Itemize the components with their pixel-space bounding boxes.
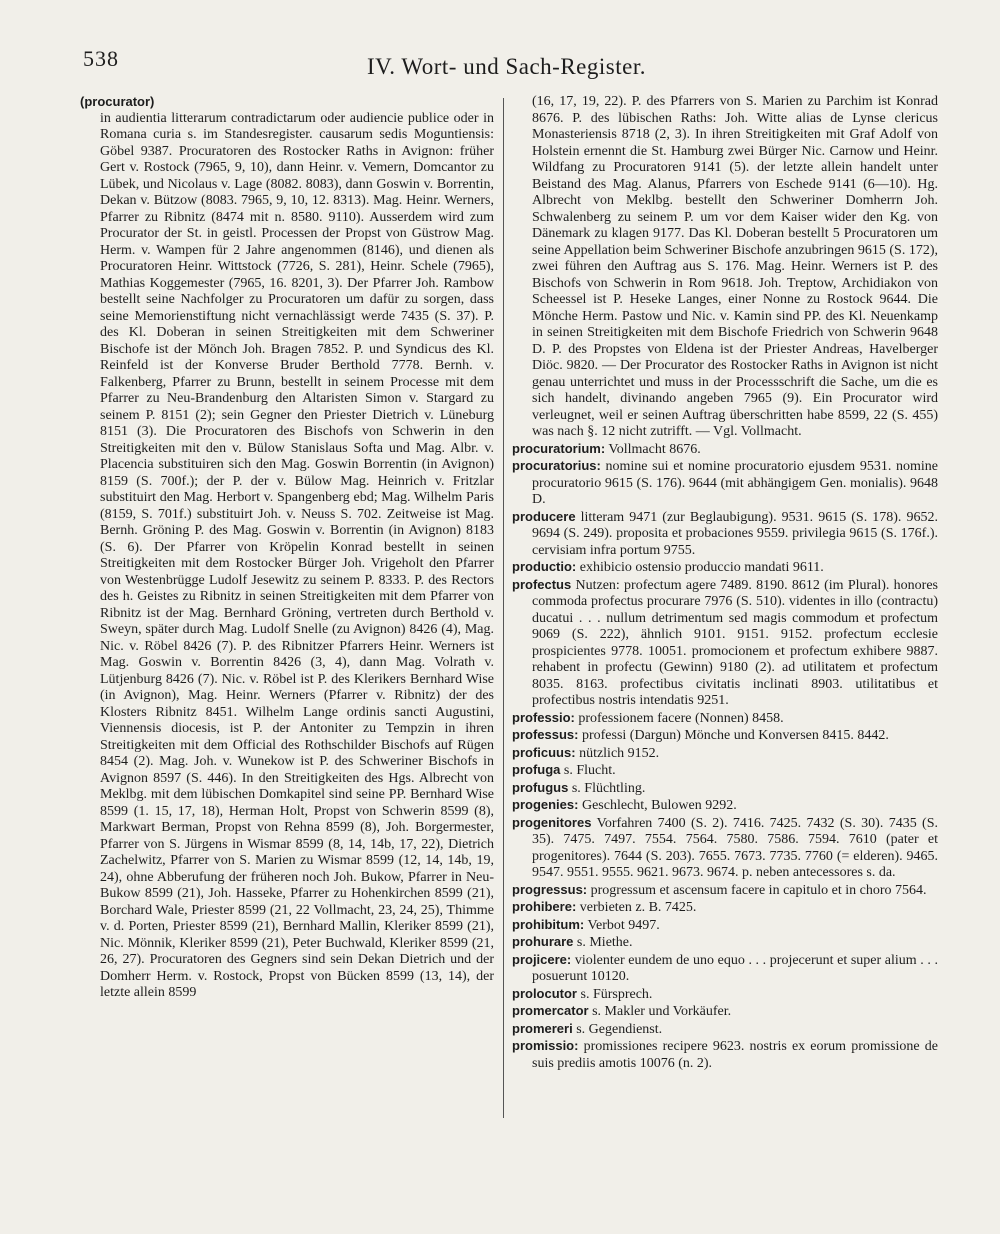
entry-text: s. Fürsprech. (580, 986, 653, 1002)
entry-text: progressum et ascensum facere in capitulo et in choro 7564. (590, 882, 927, 898)
register-entry (512, 917, 938, 935)
entry-headword: prohurare (512, 934, 574, 949)
entry-headword: progressus: (512, 881, 588, 897)
entry-headword: progenitores (512, 814, 592, 830)
entry-headword: projicere: (512, 951, 572, 967)
register-entry (512, 1003, 938, 1021)
continuation-text: (16, 17, 19, 22). P. des Pfarrers von S. Marien zu Parchim ist Konrad 8676. P. des lübischen Raths: Joh. Witte alias de Lynse clericus Monasteriensis 8718 (2, 3). In ihren Streitigkeiten mit Graf Adolf von Holstein ernennt die St. Hamburg zwei Bürger Nic. Carnow und Heinr. Wildfang zu Procuratoren 9141 (5). der letzte allein handelt unter Beistand des Mag. Alanus, Pfarrers von Eschede 9141 (6—10). Hg. Albrecht von Meklbg. bestellt den Schweriner Domherrn Joh. Schwalenberg zu seinem P. um vor dem Kaiser wider den Kg. von Dänemark zu klagen 9177. Das Kl. Doberan bestellt 5 Procuratoren um seine Appellation beim Schweriner Bischofe anzubringen 9615 (S. 172), zwei führen den Auftrag aus S. 176. Mag. Heinr. Werners ist P. des Bischofs von Schwerin in Rom 9618. Joh. Treptow, Archidiakon von Scheessel ist P. Heseke Langes, einer Nonne zu Rostock 9644. Die Mönche Herm. Pastow und Nic. v. Kamin sind PP. des Kl. Neuenkamp in seinen Streitigkeiten mit dem Bischofe Friedrich von Schwerin 9648 D. P. des Propstes von Eldena ist der Priester Andreas, Havelberger Diöc. 9820. — Der Procurator des Rostocker Raths in Avignon ist nicht genau unterrichtet und muss in der Processschrift die Sache, um die es sich handelt, divinando angeben 7965 (9). Ein Procurator wird verleugnet, weil er seinen Auftrag überschritten habe 8599, 22 (S. 455) was nach §. 12 nicht zutrifft. — Vgl. Vollmacht. (532, 94, 938, 439)
entry-headword: prohibitum: (512, 916, 585, 932)
register-entry (512, 577, 938, 710)
entry-text: s. Miethe. (576, 935, 633, 950)
entry-text: nomine sui et nomine procuratorio ejusdem 9531. nomine procuratorio 9615 (S. 176). 9644 (mit abhängigem Gen. monialis). 9648 D. (532, 459, 938, 507)
entry-text: verbieten z. B. 7425. (579, 900, 697, 915)
entry-heading: (procurator) (80, 94, 155, 109)
entry-headword: productio: (512, 559, 577, 574)
register-entry (512, 797, 938, 815)
entry-headword: promissio: (512, 1038, 579, 1053)
entry-text: Vorfahren 7400 (S. 2). 7416. 7425. 7432 (S. 30). 7435 (S. 35). 7475. 7497. 7554. 7564. 7580. 7586. 7594. 7610 (pater et progenitores). 7644 (S. 203). 7655. 7673. 7735. 7760 (= elderen). 9465. 9547. 9551. 9555. 9621. 9673. 9674. p. neben antecessores s. da. (532, 815, 939, 880)
entry-headword: profectus (512, 576, 572, 592)
entry-headword: procuratorium: (512, 440, 606, 456)
register-entry (512, 899, 938, 917)
register-entry (512, 458, 938, 509)
entry-text: violenter eundem de uno equo . . . projecerunt et super alium . . . posuerunt 10120. (532, 952, 939, 984)
register-entry (512, 882, 938, 900)
register-entry (512, 815, 938, 882)
page-number: 538 (83, 46, 119, 71)
entry-text: s. Flüchtling. (571, 780, 646, 796)
register-entry (512, 509, 938, 560)
register-entry (512, 745, 938, 763)
entry-headword: proficuus: (512, 744, 576, 760)
entry-text: exhibicio ostensio produccio mandati 9611. (579, 560, 824, 575)
entry-headword: promereri (512, 1020, 573, 1036)
entry-text: s. Flucht. (563, 763, 616, 778)
register-entry (512, 986, 938, 1004)
entry-headword: professus: (512, 727, 579, 742)
register-entry (512, 762, 938, 780)
entry-headword: profuga (512, 762, 561, 777)
entry-text: professi (Dargun) Mönche und Konversen 8415. 8442. (581, 728, 889, 743)
entry-text: Nutzen: profectum agere 7489. 8190. 8612 (im Plural). honores commoda profectus procurare 7976 (S. 510). videntes in illo (contractu) ducatui . . . nullum detrimentum sed magis commodum et profectum 9069 (S. 222), ähnlich 9101. 9151. 9152. profectum ecclesie prospicientes 9778. 10051. promocionem et profectum exhibere 9887. rehabent in profectu (Gewinn) 9180 (2). ad utilitatem et profectum 8035. 8163. profectibus civitatis inclinati 8903. utilitatibus et profectibus nostris intendatis 9251. (532, 577, 938, 708)
entry-headword: procuratorius: (512, 458, 601, 473)
register-entry (512, 727, 938, 745)
register-entry (512, 559, 938, 577)
page-title: IV. Wort- und Sach-Register. (367, 54, 646, 79)
register-entry (512, 1038, 938, 1072)
entry-headword: producere (512, 508, 576, 524)
register-entry (512, 441, 938, 459)
entry-headword: professio: (512, 709, 575, 725)
entry-text: s. Makler und Vorkäufer. (592, 1004, 732, 1019)
register-entry (512, 710, 938, 728)
column-rule (503, 98, 504, 1118)
right-column (512, 94, 938, 1072)
entry-text: s. Gegendienst. (576, 1021, 663, 1037)
entry-headword: prolocutor (512, 985, 577, 1001)
register-entry (512, 952, 938, 986)
entry-text: promissiones recipere 9623. nostris ex eorum promissione de suis prediis amotis 10076 (n. 2). (532, 1039, 938, 1071)
register-entry (512, 934, 938, 952)
entry-text: Vollmacht 8676. (608, 441, 701, 457)
entry-headword: profugus (512, 779, 569, 795)
left-column (80, 94, 494, 1002)
entry-headword: progenies: (512, 797, 579, 812)
entry-text: litteram 9471 (zur Beglaubigung). 9531. 9615 (S. 178). 9652. 9694 (S. 249). proposita et probaciones 9559. privilegia 9615 (S. 176f.). cervisiam infra portum 9755. (532, 509, 938, 558)
entry-body: in audientia litterarum contradictarum oder audiencie publice oder in Romana curia s. im Standesregister. causarum sedis Moguntiensis: Göbel 9387. Procuratoren des Rostocker Raths in Avignon: früher Gert v. Rostock (7965, 9, 10), dann Heinr. v. Vemern, Domcantor zu Lübek, und Nicolaus v. Lage (8082. 8083), dann Goswin v. Borrentin, Dekan v. Bützow (8083. 7965, 9, 10, 12. 8313). Mag. Heinr. Werners, Pfarrer zu Ribnitz (8474 mit n. 8580. 9110). Ausserdem wird zum Procurator der St. in geistl. Processen der Propst von Güstrow Mag. Herm. v. Wampen für 2 Jahre angenommen (8146), und dienen als Procuratoren Heinr. Wittstock (7726, S. 281), Heinr. Schele (7965), Mathias Koggemester (7965, 16. 8201, 3). Der Pfarrer Joh. Rambow bestellt seine Nachfolger zu Procuratoren um dafür zu sorgen, dass seine Memorienstiftung nicht vernachlässigt werde 7435 (S. 37). P. des Kl. Doberan in seinen Streitigkeiten mit dem Schweriner Bischofe ist der Mönch Joh. Bragen 7852. P. und Syndicus des Kl. Reinfeld ist der Konverse Bruder Berthold 7778. Bernh. v. Falkenberg, Pfarrer zu Brunn, bestellt in seinem Processe mit dem Pfarrer zu Neu-Brandenburg den Altaristen Simon v. Stargard zu seinem P. 8151 (2); sein Gegner den Priester Dietrich v. Lüneburg 8151 (3). Die Procuratoren des Bischofs von Schwerin in den Streitigkeiten mit den v. Bülow Stanislaus Softa und Mag. Albr. v. Placencia substituiren sich den Mag. Goswin Borrentin (in Avignon) 8159 (S. 700f.); der P. der v. Bülow Mag. Heinrich v. Fritzlar substituirt den Mag. Herbort v. Spangenberg ebd; Mag. Wilhelm Paris (8159, S. 701f.) substituirt Joh. v. Neuss S. 702. Zeitweise ist Mag. Bernh. Gröning P. des Mag. Goswin v. Borrentin (in Avignon) 8183 (S. 6). Der Pfarrer von Kröpelin Konrad bestellt in seinen Streitigkeiten mit dem Rostocker Bürger Joh. Vrigeholt den Pfarrer von Westenbrügge Ludolf Jesewitz zu seinem P. 8333. P. des Rectors des h. Geistes zu Ribnitz in seinen Streitigkeiten mit dem Pfarrer von Ribnitz ist der Mag. Bernhard Gröning, vertreten durch Berthold v. Sweyn, später durch Mag. Ludolf Snelle (zu Avignon) 8426 (4), Mag. Nic. v. Röbel 8426 (7). P. des Ribnitzer Pfarrers Heinr. Werners ist Mag. Goswin v. Borrentin 8426 (3, 4), dann Mag. Volrath v. Lütjenburg 8426 (7). Nic. v. Röbel ist P. des Klerikers Bernhard Wise (in Avignon), Mag. Heinr. Werners (Pfarrer v. Ribnitz) der des Klosters Ribnitz 8451. Wilhelm Lange ordinis sancti Augustini, Viennensis diocesis, ist P. der Antoniter zu Tempzin in ihren Streitigkeiten mit dem Official des Rothschilder Bischofs auf Rügen 8454 (2). Mag. Joh. v. Wunekow ist P. des Schweriner Bischofs in Avignon 8597 (S. 446). In den Streitigkeiten des Hgs. Albrecht von Meklbg. mit dem lübischen Domkapitel sind seine PP. Bernhard Wise 8599 (1. 15, 17, 18), Herman Holt, Propst von Schwerin 8599 (8), Markwart Berman, Propst von Rehna 8599 (8), Joh. Borgermester, Pfarrer von S. Jürgens in Wismar 8599 (8, 14, 14b, 17, 22), Dietrich Zachelwitz, Pfarrer von S. Marien zu Wismar 8599 (12, 14, 14b, 19, 24), ohne Abberufung der früheren noch Joh. Bukow, Pfarrer in Neu-Bukow 8599 (21), Joh. Hasseke, Pfarrer zu Hohenkirchen 8599 (21), Borchard Wale, Priester 8599 (21, 22 Vollmacht, 23, 24, 25), Thimme v. d. Porten, Priester 8599 (21), Bernhard Mallin, Kleriker 8599 (21), Nic. Mönnik, Kleriker 8599 (21), Peter Buchwald, Kleriker 8599 (21, 26, 27). Procuratoren des Gegners sind sein Dekan Dietrich und der Domherr Herm. v. Rostock, Propst von Bücken 8599 (13, 14), der letzte allein 8599 (100, 110, 494, 1000)
entry-text: professionem facere (Nonnen) 8458. (578, 710, 784, 726)
entry-text: nützlich 9152. (579, 745, 660, 761)
register-entry (512, 780, 938, 798)
entry-headword: promercator (512, 1003, 589, 1018)
entry-text: Geschlecht, Bulowen 9292. (581, 798, 737, 813)
register-entry (512, 1021, 938, 1039)
entry-headword: prohibere: (512, 899, 577, 914)
entry-text: Verbot 9497. (587, 917, 660, 933)
